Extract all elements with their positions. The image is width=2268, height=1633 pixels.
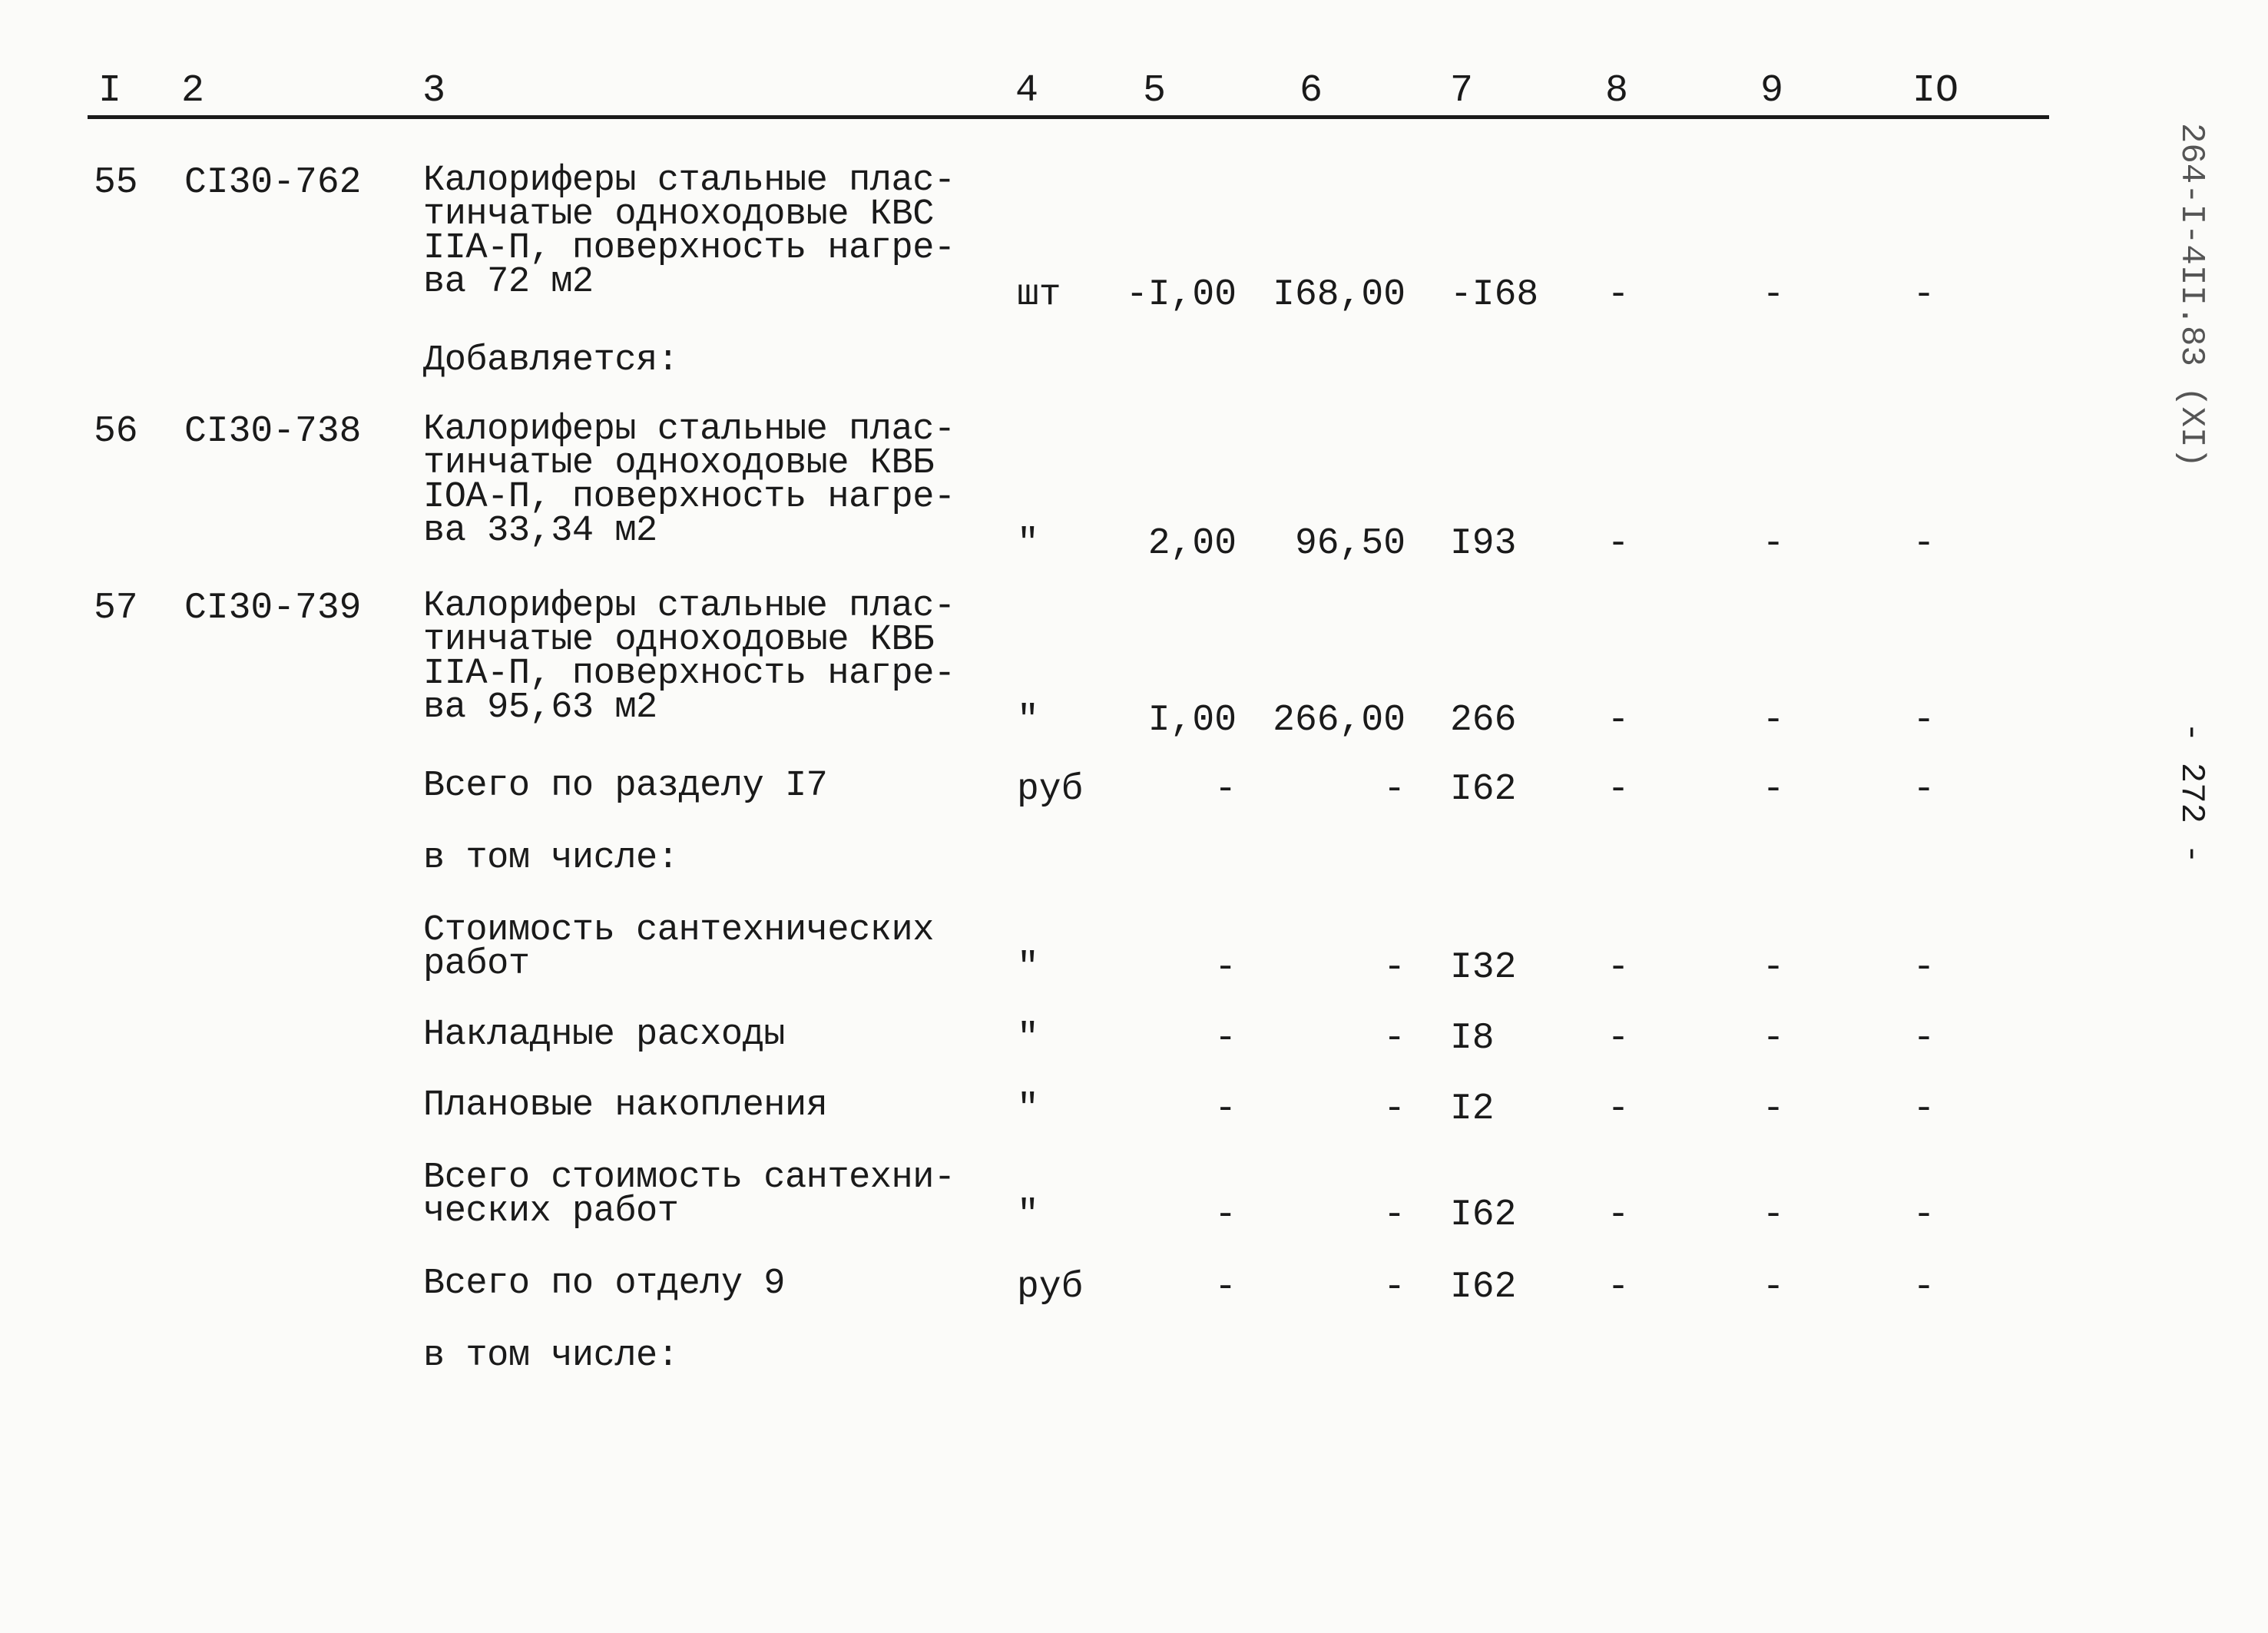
total: I62 [1450,1267,1517,1308]
total: I93 [1450,523,1517,565]
item-name: Калориферы стальные плас- тинчатые одноходовые КВБ IIА-П, поверхность нагре- ва 95,63 м2 [423,586,955,728]
table-row [0,1336,2150,1378]
total: I2 [1450,1088,1495,1130]
unit: руб [1017,1267,1084,1308]
section-label: в том числе: [423,838,679,879]
unit: " [1017,1194,1039,1236]
col-10-value: - [1912,274,1935,316]
col-8-value: - [1607,947,1630,989]
col-9-value: - [1762,1018,1785,1059]
item-name: Накладные расходы [423,1015,785,1055]
column-header-4: 4 [1015,69,1039,113]
unit: " [1017,523,1039,565]
column-header-8: 8 [1605,69,1629,113]
col-9-value: - [1762,700,1785,741]
col-10-value: - [1912,1267,1935,1308]
unit-price: 96,50 [1294,523,1405,565]
table-row [0,1015,2150,1059]
unit-price: - [1383,769,1405,810]
quantity: - [1214,1088,1237,1130]
table-row [0,766,2150,810]
item-code: CI30-738 [184,411,362,452]
subtotal-label: Всего по отделу 9 [423,1264,785,1304]
quantity: - [1214,1267,1237,1308]
col-8-value: - [1607,769,1630,810]
col-9-value: - [1762,1194,1785,1236]
col-8-value: - [1607,523,1630,565]
column-header-7: 7 [1450,69,1474,113]
unit: " [1017,947,1039,989]
column-header-3: 3 [422,69,446,113]
col-8-value: - [1607,1088,1630,1130]
quantity: - [1214,1018,1237,1059]
quantity: - [1214,769,1237,810]
section-label: в том числе: [423,1336,679,1376]
column-header-9: 9 [1760,69,1784,113]
table-row [0,910,2150,989]
col-10-value: - [1912,769,1935,810]
unit-price: - [1383,947,1405,989]
quantity: -I,00 [1125,274,1237,316]
col-8-value: - [1607,274,1630,316]
col-9-value: - [1762,947,1785,989]
quantity: I,00 [1147,700,1237,741]
section-label: Добавляется: [423,340,679,381]
item-name: Плановые накопления [423,1085,828,1126]
total: I62 [1450,1194,1517,1236]
table-row [0,586,2150,741]
col-9-value: - [1762,1267,1785,1308]
unit-price: - [1383,1194,1405,1236]
unit-price: - [1383,1018,1405,1059]
document-code: 264-I-4II.83 (XI) [2172,123,2210,468]
total: I8 [1450,1018,1495,1059]
row-number: 57 [94,588,138,629]
col-8-value: - [1607,1018,1630,1059]
item-code: CI30-739 [184,588,362,629]
unit: " [1017,700,1039,741]
item-name: Калориферы стальные плас- тинчатые одноходовые КВС IIА-П, поверхность нагре- ва 72 м2 [423,161,955,303]
col-9-value: - [1762,1088,1785,1130]
unit: шт [1017,274,1061,316]
table-row [0,838,2150,880]
col-10-value: - [1912,1018,1935,1059]
unit-price: - [1383,1267,1405,1308]
row-number: 56 [94,411,138,452]
total: I62 [1450,769,1517,810]
header-rule [88,115,2049,119]
row-number: 55 [94,162,138,204]
table-row [0,1085,2150,1130]
table-row [0,340,2150,383]
unit: руб [1017,769,1084,810]
column-header-1: I [98,69,122,113]
item-name: Стоимость сантехнических работ [423,910,934,985]
unit: " [1017,1018,1039,1059]
unit-price: I68,00 [1273,274,1405,316]
col-8-value: - [1607,1267,1630,1308]
item-name: Калориферы стальные плас- тинчатые одноходовые КВБ IОА-П, поверхность нагре- ва 33,34 м2 [423,409,955,552]
subtotal-label: Всего стоимость сантехни- ческих работ [423,1158,955,1232]
page-number: - 272 - [2172,722,2210,864]
unit-price: - [1383,1088,1405,1130]
column-header-10: IO [1912,69,1959,113]
col-9-value: - [1762,274,1785,316]
column-header-6: 6 [1300,69,1323,113]
table-row [0,161,2150,316]
col-10-value: - [1912,523,1935,565]
quantity: - [1214,1194,1237,1236]
table-row [0,1264,2150,1308]
table-row [0,1158,2150,1236]
col-8-value: - [1607,1194,1630,1236]
item-code: CI30-762 [184,162,362,204]
col-10-value: - [1912,1088,1935,1130]
quantity: - [1214,947,1237,989]
quantity: 2,00 [1147,523,1237,565]
col-10-value: - [1912,700,1935,741]
column-header-2: 2 [181,69,205,113]
col-8-value: - [1607,700,1630,741]
total: -I68 [1450,274,1539,316]
total: I32 [1450,947,1517,989]
table-row [0,409,2150,565]
col-10-value: - [1912,1194,1935,1236]
subtotal-label: Всего по разделу I7 [423,766,828,807]
unit: " [1017,1088,1039,1130]
col-9-value: - [1762,523,1785,565]
total: 266 [1450,700,1517,741]
unit-price: 266,00 [1273,700,1405,741]
col-10-value: - [1912,947,1935,989]
col-9-value: - [1762,769,1785,810]
column-header-5: 5 [1143,69,1167,113]
